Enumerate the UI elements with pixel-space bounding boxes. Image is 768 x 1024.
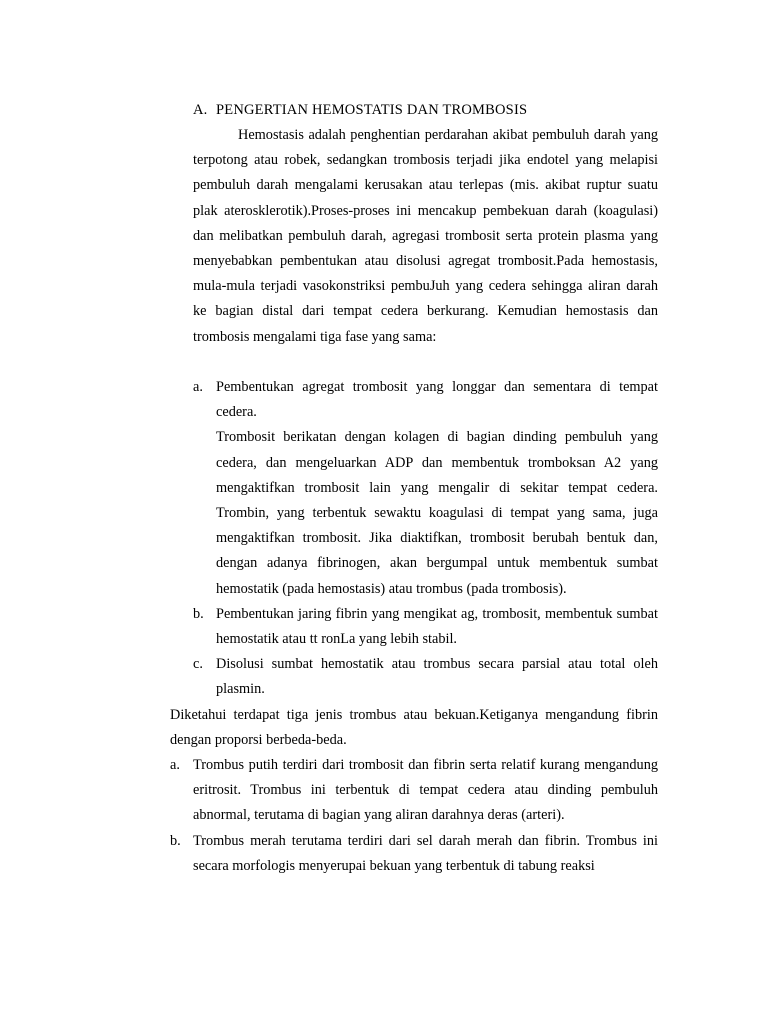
thrombus-type-list bbox=[170, 753, 658, 879]
intro-paragraph: Hemostasis adalah penghentian perdarahan akibat pembuluh darah yang terpotong atau robek, sedangkan trombosis terjadi jika endotel yang melapisi pembuluh darah mengalami kerusakan atau terlepas (mis. akibat ruptur suatu plak aterosklerotik).Proses-proses ini mencakup pembekuan darah (koagulasi) dan melibatkan pembuluh darah, agregasi trombosit serta protein plasma yang menyebabkan pembentukan atau disolusi agregat trombosit.Pada hemostasis, mula-mula terjadi vasokonstriksi pembuJuh yang cedera sehingga aliran darah ke bagian distal dari tempat cedera berkurang. Kemudian hemostasis dan trombosis mengalami tiga fase yang sama: bbox=[193, 127, 658, 345]
thrombus-types-paragraph: Diketahui terdapat tiga jenis trombus atau bekuan.Ketiganya mengandung fibrin dengan proporsi berbeda-beda. bbox=[170, 707, 658, 749]
section-title: PENGERTIAN HEMOSTATIS DAN TROMBOSIS bbox=[216, 102, 528, 118]
thrombus-type-item-b bbox=[170, 829, 658, 879]
list-marker: b. bbox=[193, 605, 204, 622]
thrombus-type-text: Trombus merah terutama terdiri dari sel darah merah dan fibrin. Trombus ini secara morfologis menyerupai bekuan yang terbentuk di tabung reaksi bbox=[193, 832, 658, 874]
phase-list bbox=[193, 375, 658, 703]
section-heading bbox=[193, 102, 527, 119]
phase-item-a bbox=[193, 375, 658, 602]
list-marker: a. bbox=[170, 757, 180, 773]
thrombus-type-text: Trombus putih terdiri dari trombosit dan fibrin serta relatif kurang mengandung eritrosit. Trombus ini terbentuk di tempat cedera atau dinding pembuluh abnormal, terutama di bagian yang aliran darahnya deras (arteri). bbox=[193, 757, 658, 824]
phase-item-text: Disolusi sumbat hemostatik atau trombus secara parsial atau total oleh plasmin. bbox=[216, 656, 658, 698]
thrombus-type-item-a bbox=[170, 753, 658, 829]
list-marker: b. bbox=[170, 832, 181, 849]
list-marker: c. bbox=[193, 656, 203, 673]
section-number: A. bbox=[193, 102, 208, 118]
phase-item-text: Pembentukan agregat trombosit yang longgar dan sementara di tempat cedera. bbox=[216, 379, 658, 421]
phase-item-text: Pembentukan jaring fibrin yang mengikat ag, trombosit, membentuk sumbat hemostatik atau tt ronLa yang lebih stabil. bbox=[216, 605, 658, 648]
phase-item-b bbox=[193, 602, 658, 652]
phase-item-detail: Trombosit berikatan dengan kolagen di bagian dinding pembuluh yang cedera, dan mengeluarkan ADP dan membentuk tromboksan A2 yang mengaktifkan trombosit lain yang mengalir di sekitar tempat cedera. Trombin, yang terbentuk sewaktu koagulasi di tempat yang sama, juga mengaktifkan trombosit. Jika diaktifkan, trombosit berubah bentuk dan, dengan adanya fibrinogen, akan bergumpal untuk membentuk sumbat hemostatik (pada hemostasis) atau trombus (pada trombosis). bbox=[216, 429, 658, 597]
list-marker: a. bbox=[193, 379, 203, 395]
phase-item-c bbox=[193, 652, 658, 702]
